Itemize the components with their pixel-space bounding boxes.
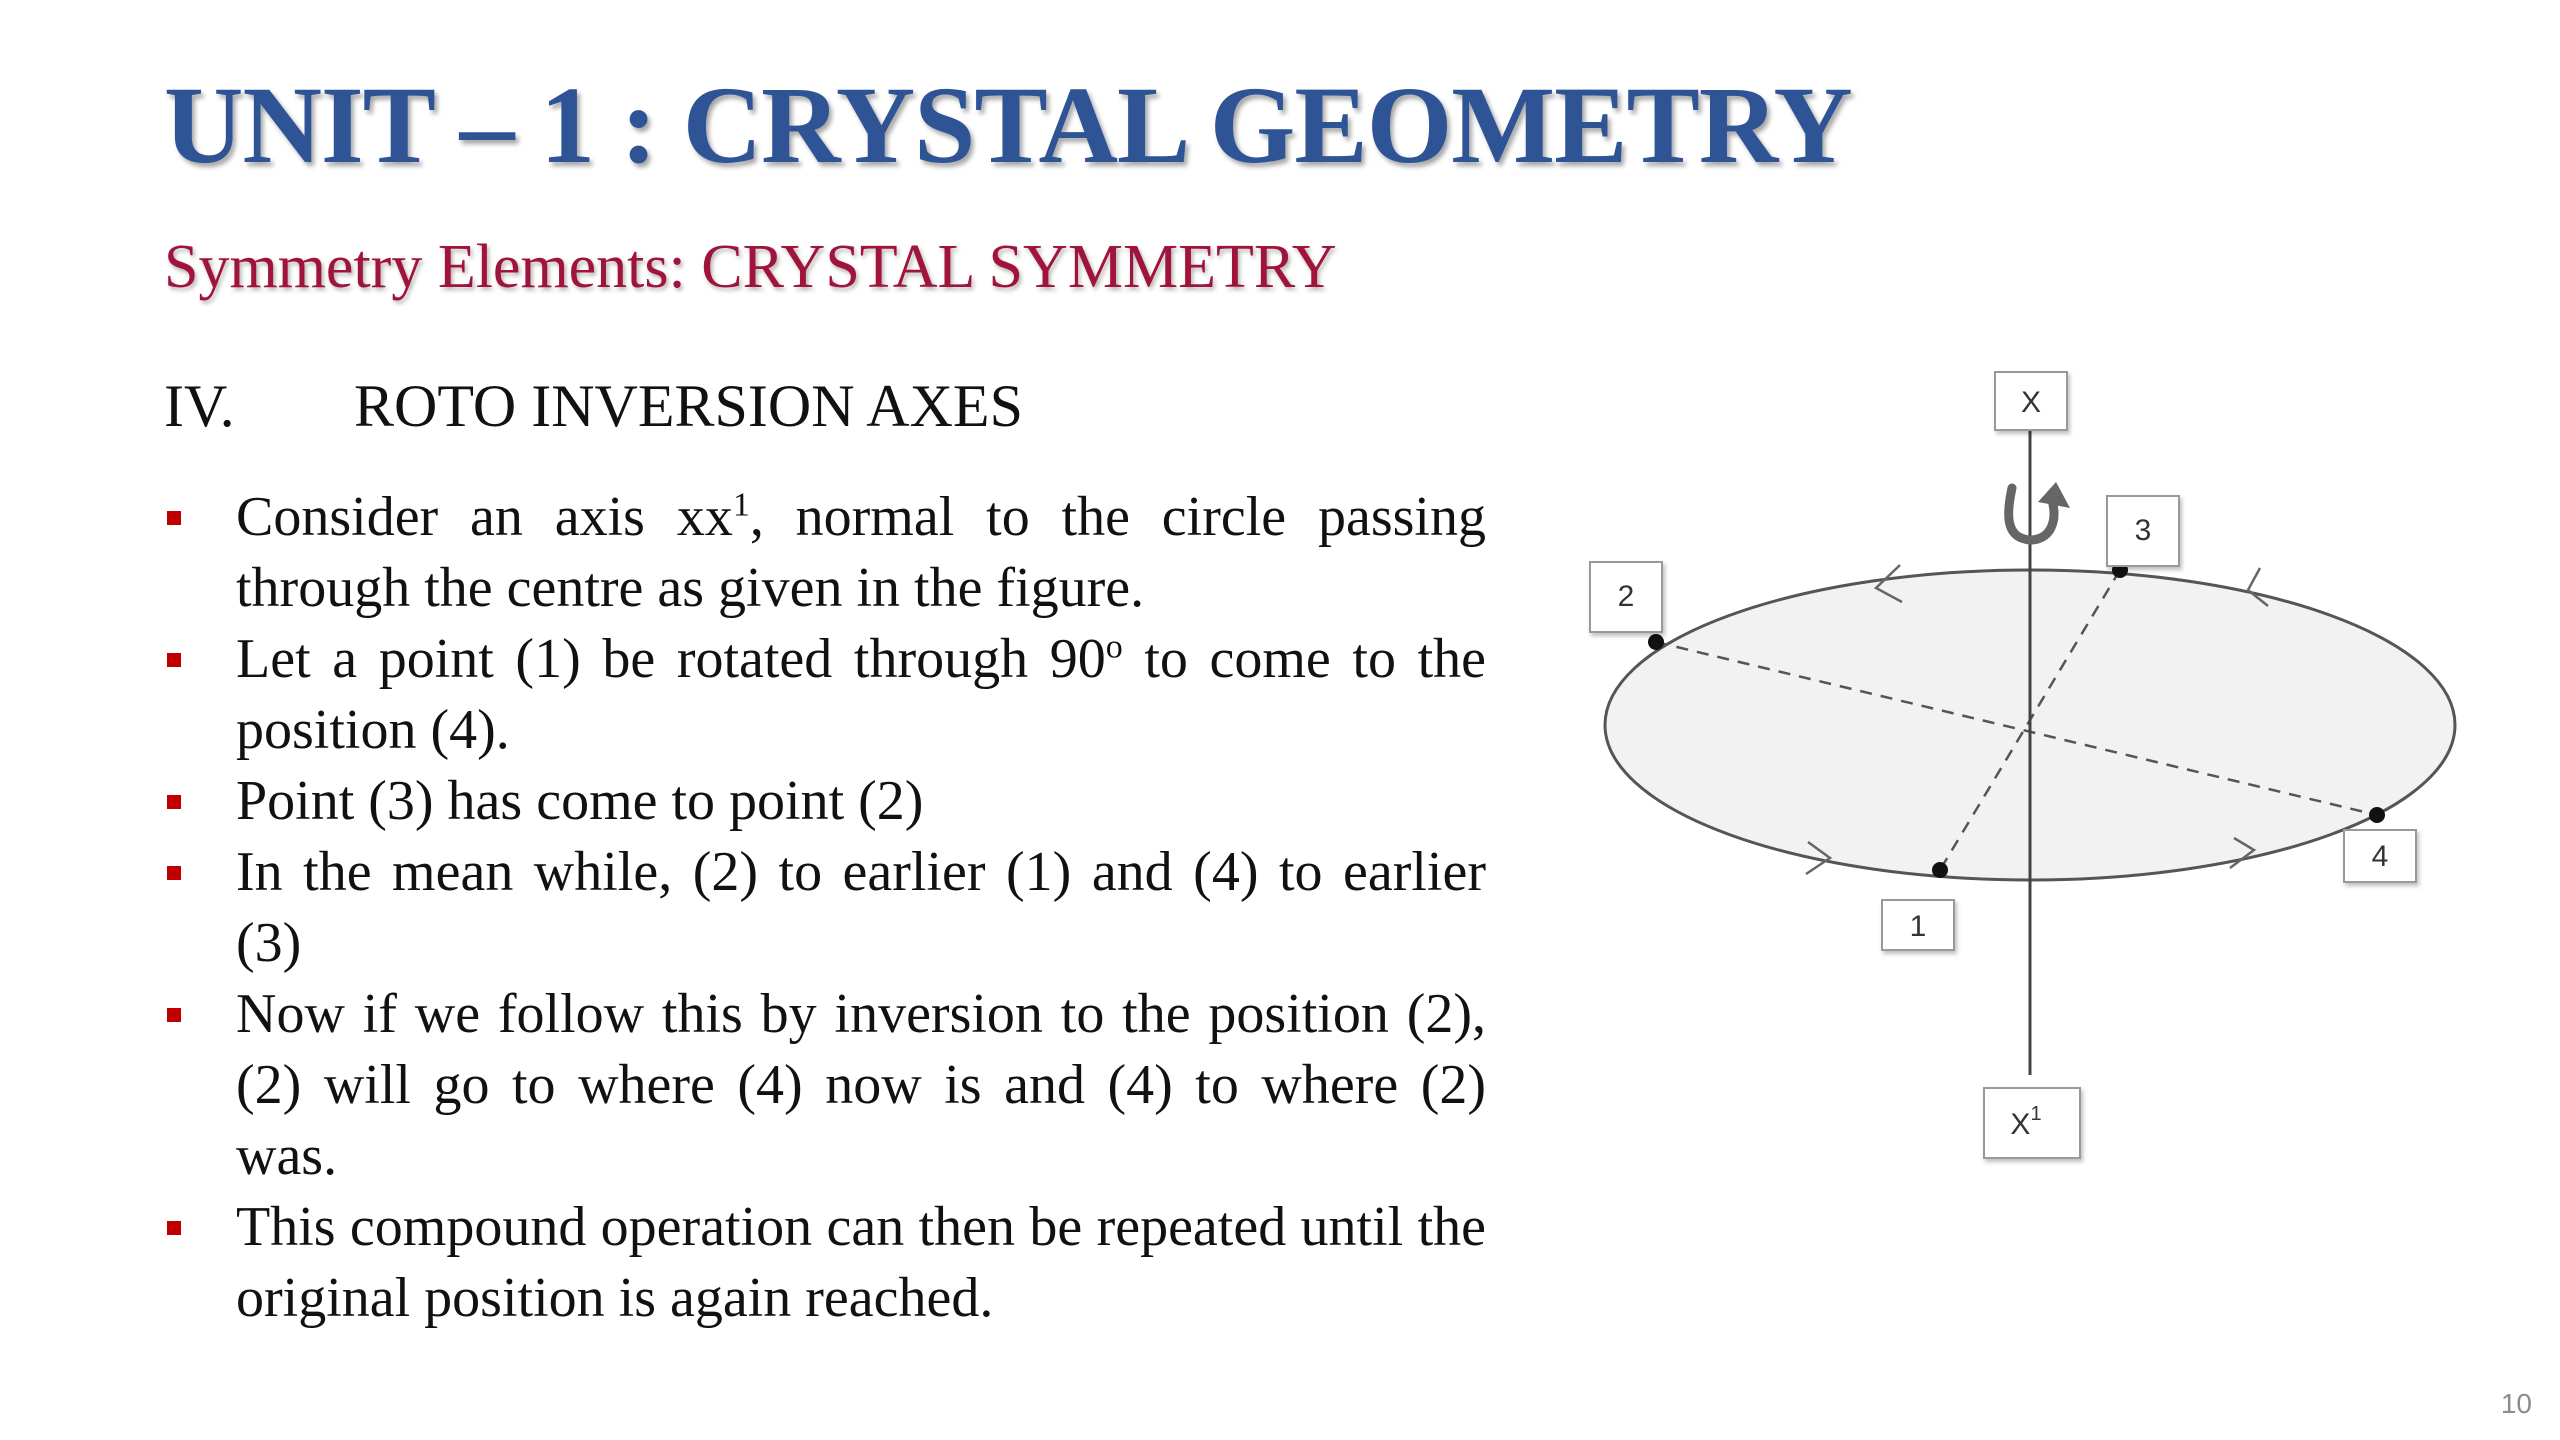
slide-title: UNIT – 1 : CRYSTAL GEOMETRY: [164, 64, 1852, 186]
bullet-text: In the mean while, (2) to earlier (1) and (4) to earlier (3): [236, 841, 1486, 974]
bullet-text: Now if we follow this by inversion to the position (2), (2) will go to where (4) now is and (4) to where (2) was.: [236, 983, 1486, 1187]
axis-bottom-label-box: [1984, 1088, 2080, 1158]
point-4-marker: [2369, 807, 2385, 823]
bullet-superscript: o: [1105, 628, 1123, 666]
axis-bottom-label: $X^1$: [2010, 1103, 2042, 1141]
point-4-label: 4: [2371, 840, 2389, 873]
square-bullet-icon: [167, 511, 181, 525]
bullet-text: This compound operation can then be repeated until the original position is again reached.: [236, 1196, 1486, 1329]
square-bullet-icon: [167, 866, 181, 880]
bullet-item: [164, 766, 1486, 837]
square-bullet-icon: [167, 653, 181, 667]
bullet-text: Consider an axis $xx^1$, normal to the circle passing through the centre as given in the figure.: [236, 486, 1486, 619]
point-2-marker: [1648, 634, 1664, 650]
section-heading-text: ROTO INVERSION AXES: [354, 373, 1023, 439]
section-heading: [164, 372, 1023, 441]
section-numeral: IV.: [164, 373, 235, 439]
point-3-label-box: [2107, 496, 2179, 566]
bullet-item: [164, 624, 1486, 766]
roto-inversion-figure: [1580, 360, 2480, 1190]
bullet-item: [164, 837, 1486, 979]
square-bullet-icon: [167, 795, 181, 809]
bullet-list: [164, 482, 1486, 1334]
axis-top-label-box: [1995, 372, 2067, 430]
point-2-label: 2: [1617, 580, 1635, 613]
point-1-label: 1: [1909, 910, 1927, 943]
bullet-item: [164, 979, 1486, 1192]
point-3-label: 3: [2134, 514, 2152, 547]
square-bullet-icon: [167, 1008, 181, 1022]
bullet-item: [164, 1192, 1486, 1334]
bullet-item: [164, 482, 1486, 624]
point-1-label-box: [1882, 900, 1954, 950]
point-4-label-box: [2344, 830, 2416, 882]
point-2-label-box: [1590, 562, 1662, 632]
axis-top-label: X: [2020, 386, 2042, 419]
bullet-text: Point (3) has come to point (2): [236, 770, 924, 832]
square-bullet-icon: [167, 1221, 181, 1235]
rotation-arrowhead-icon: [2038, 482, 2070, 508]
page-number: 10: [2500, 1388, 2532, 1419]
slide-subtitle: Symmetry Elements: CRYSTAL SYMMETRY: [164, 233, 1337, 301]
point-1-marker: [1932, 862, 1948, 878]
bullet-text: Let a point (1) be rotated through 90$^o$ to come to the position (4).: [236, 628, 1486, 761]
bullet-superscript: 1: [732, 486, 750, 524]
